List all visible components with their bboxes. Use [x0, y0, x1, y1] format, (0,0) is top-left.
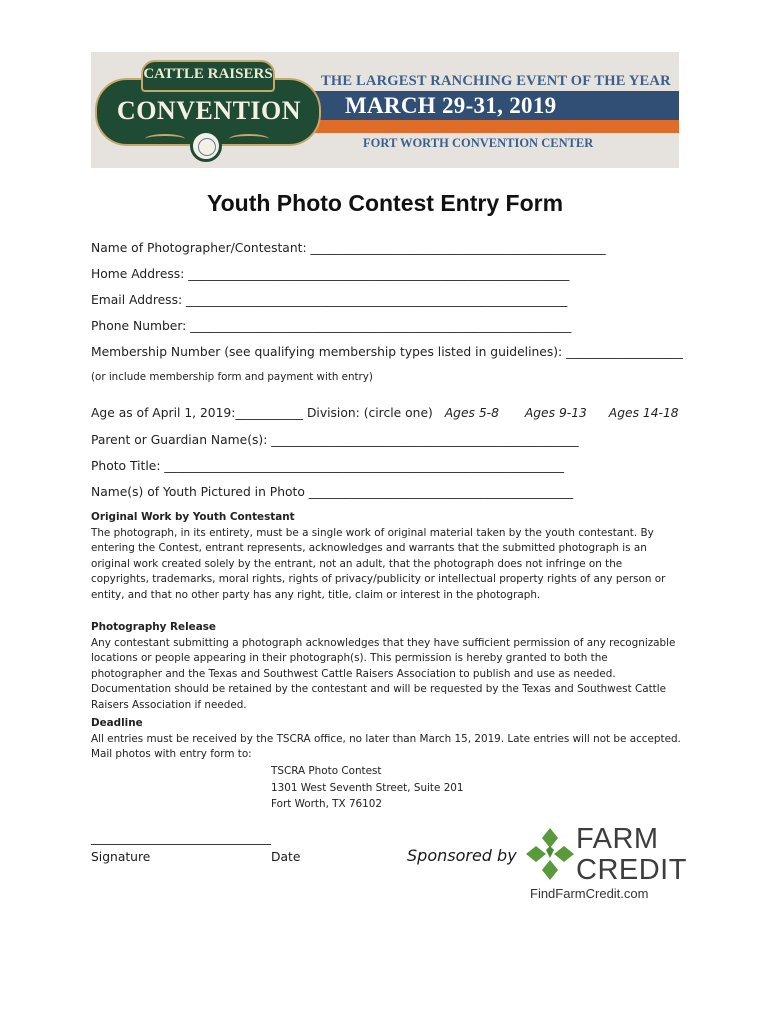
farm-credit-logo	[526, 823, 687, 906]
division-option-14-18[interactable]: Ages 14-18	[608, 406, 679, 420]
photographer-field[interactable]: Name of Photographer/Contestant: ________________________________________________	[91, 241, 606, 255]
convention-logo	[95, 56, 323, 164]
logo-right-swirl	[229, 134, 269, 144]
age-field[interactable]: Age as of April 1, 2019:___________ Division: (circle one)	[91, 406, 433, 420]
guardian-field[interactable]: Parent or Guardian Name(s): __________________________________________________	[91, 433, 579, 447]
division-option-5-8[interactable]: Ages 5-8	[444, 406, 499, 420]
phone-field[interactable]: Phone Number: ______________________________________________________________	[91, 319, 572, 333]
logo-top-text: CATTLE RAISERS	[143, 66, 273, 82]
original-work-section	[91, 510, 681, 603]
original-work-body: The photograph, in its entirety, must be a single work of original material taken by the youth contestant. By entering the Contest, entrant represents, acknowledges and warrants that the submitted photograph is an original work created solely by the entrant, not an adult, that the photograph does not infringe on the copyrights, trademarks, moral rights, rights of privacy/publicity or intellectual property rights of any person or entity, and that no other party has any right, title, claim or interest in the photograph.	[91, 526, 666, 601]
sponsored-by-label: Sponsored by	[407, 846, 517, 865]
date-label: Date	[271, 850, 301, 864]
photography-release-body: Any contestant submitting a photograph acknowledges that they have sufficient permission of any recognizable locations or people appearing in their photograph(s). This permission is hereby granted to both the photographer and the Texas and Southwest Cattle Raisers Association to publish and use as needed. Documentation should be retained by the contestant and will be requested by the Texas and Southwest Cattle Raisers Association if needed.	[91, 636, 676, 711]
logo-top-plate	[141, 60, 275, 92]
age-division-row	[91, 406, 679, 420]
photography-release-section	[91, 620, 681, 713]
membership-field[interactable]: Membership Number (see qualifying membership types listed in guidelines): ___________________	[91, 345, 683, 359]
mailing-address	[271, 763, 464, 813]
signature-label: Signature	[91, 850, 151, 864]
address-line-3: Fort Worth, TX 76102	[271, 798, 382, 810]
event-banner	[91, 52, 679, 168]
farm-credit-url: FindFarmCredit.com	[530, 886, 649, 901]
address-line-2: 1301 West Seventh Street, Suite 201	[271, 781, 464, 794]
deadline-section	[91, 716, 681, 763]
banner-tagline: THE LARGEST RANCHING EVENT OF THE YEAR	[321, 73, 671, 89]
address-line-1: TSCRA Photo Contest	[271, 765, 382, 777]
star-seal-icon	[190, 130, 222, 162]
logo-left-swirl	[145, 134, 185, 144]
youth-pictured-field[interactable]: Name(s) of Youth Pictured in Photo ___________________________________________	[91, 485, 574, 499]
signature-line[interactable]: ______________________________	[91, 831, 271, 845]
page-title: Youth Photo Contest Entry Form	[206, 190, 564, 216]
membership-note: (or include membership form and payment with entry)	[91, 371, 373, 383]
banner-venue: FORT WORTH CONVENTION CENTER	[363, 136, 594, 150]
banner-orange-band	[261, 120, 679, 133]
division-option-9-13[interactable]: Ages 9-13	[524, 406, 587, 420]
email-field[interactable]: Email Address: ______________________________________________________________	[91, 293, 568, 307]
banner-dates: MARCH 29-31, 2019	[345, 93, 557, 118]
deadline-heading: Deadline	[91, 717, 143, 729]
original-work-heading: Original Work by Youth Contestant	[91, 511, 295, 523]
home-address-field[interactable]: Home Address: ______________________________________________________________	[91, 267, 570, 281]
deadline-body: All entries must be received by the TSCRA office, no later than March 15, 2019. Late entries will not be accepted. Mail photos with entry form to:	[91, 732, 681, 760]
farm-credit-word-credit: CREDIT	[576, 854, 687, 886]
farm-credit-word-farm: FARM	[576, 823, 659, 855]
logo-main-text: CONVENTION	[116, 96, 302, 125]
farm-credit-leaf-icon	[526, 828, 574, 882]
photography-release-heading: Photography Release	[91, 621, 216, 633]
photo-title-field[interactable]: Photo Title: _________________________________________________________________	[91, 459, 565, 473]
